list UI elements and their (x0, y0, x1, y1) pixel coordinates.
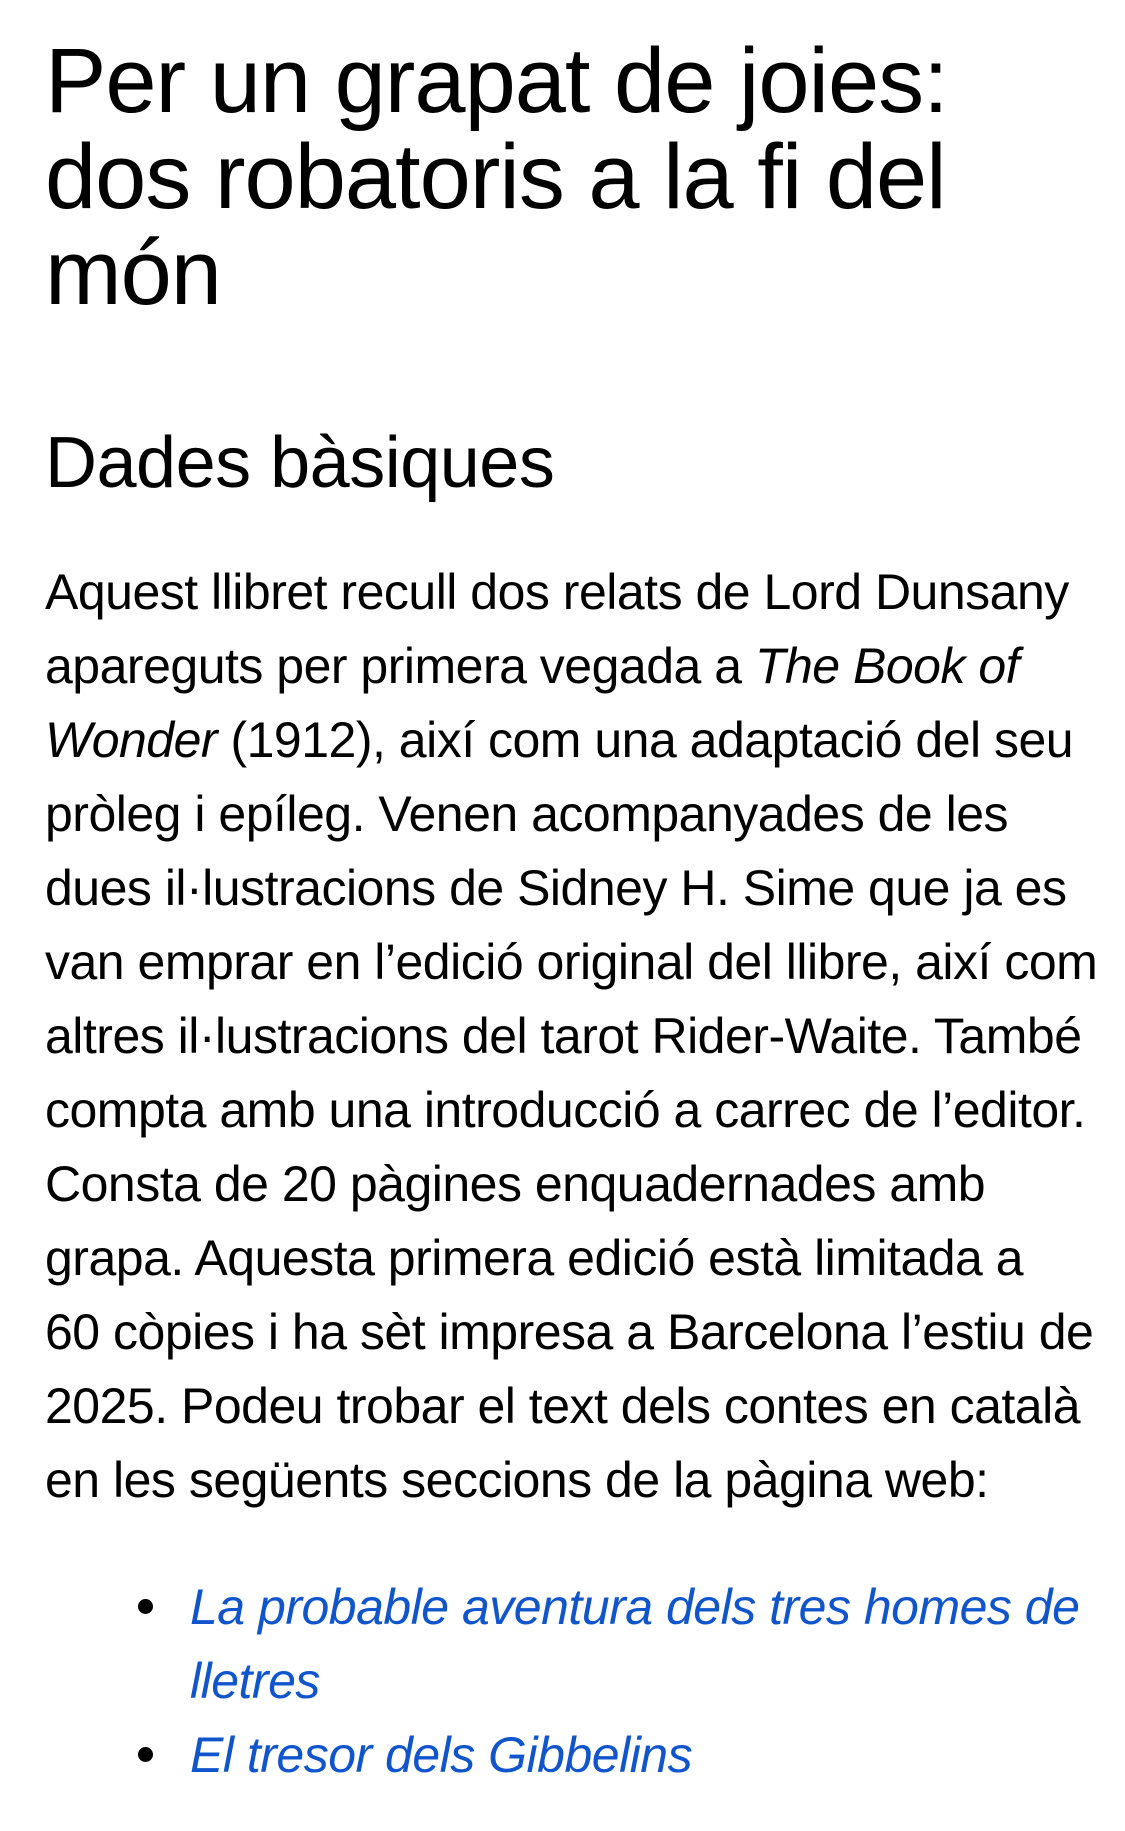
text-segment: apareguts per primera vegada a (45, 638, 755, 694)
text-segment: (1912), així com una adaptació del seu (217, 712, 1074, 768)
link-el-tresor-dels-gibbelins[interactable] (190, 1718, 1080, 1792)
text-segment: La probable aventura dels tres homes de (190, 1579, 1080, 1635)
text-line (45, 1073, 1086, 1147)
italic-text: The Book of (754, 638, 1020, 694)
text-segment: van emprar en l’edició original del llibre, així com (45, 934, 1098, 990)
text-line (45, 1295, 1094, 1369)
text-segment: altres il·lustracions del tarot Rider-Waite. També (45, 1008, 1082, 1064)
text-line (45, 1147, 1080, 1221)
text-segment: El tresor dels Gibbelins (190, 1727, 693, 1783)
text-line (45, 126, 1080, 228)
italic-text: Wonder (45, 712, 218, 768)
text-segment: dos robatoris a la fi del (45, 126, 946, 228)
section-heading-dades-basiques: Dades bàsiques (45, 423, 555, 503)
text-segment: lletres (190, 1653, 320, 1709)
text-line (190, 1644, 1080, 1718)
text-line (45, 555, 1080, 629)
text-line (45, 30, 1080, 132)
text-line (45, 703, 1080, 777)
list-item (190, 1718, 1080, 1792)
text-segment: Per un grapat de joies: (45, 30, 948, 132)
text-line (45, 629, 1080, 703)
page-title (45, 30, 1080, 324)
text-segment: 2025. Podeu trobar el text dels contes en català (45, 1378, 1081, 1434)
text-line (45, 1369, 1080, 1443)
intro-paragraph (45, 555, 1098, 1517)
text-segment: món (45, 222, 221, 324)
text-segment: 60 còpies i ha sèt impresa a Barcelona l’estiu de (45, 1304, 1094, 1360)
text-line (45, 1443, 1080, 1517)
text-line (45, 925, 1098, 999)
text-line (45, 1221, 1080, 1295)
text-line (45, 222, 1080, 324)
text-line (190, 1718, 1080, 1792)
text-line (45, 777, 1080, 851)
text-line (190, 1570, 1080, 1644)
text-segment: pròleg i epíleg. Venen acompanyades de les (45, 786, 1009, 842)
list-item (190, 1570, 1080, 1718)
content-links-list (45, 1570, 1080, 1792)
text-segment: en les següents seccions de la pàgina web: (45, 1452, 989, 1508)
text-segment: Consta de 20 pàgines enquadernades amb (45, 1156, 986, 1212)
text-segment: dues il·lustracions de Sidney H. Sime que ja es (45, 860, 1067, 916)
link-la-probable-aventura[interactable] (190, 1570, 1080, 1718)
text-segment: grapa. Aquesta primera edició està limitada a (45, 1230, 1024, 1286)
text-segment: compta amb una introducció a carrec de l’editor. (45, 1082, 1086, 1138)
text-segment: Aquest llibret recull dos relats de Lord Dunsany (45, 564, 1069, 620)
text-line (45, 999, 1080, 1073)
text-line (45, 851, 1080, 925)
